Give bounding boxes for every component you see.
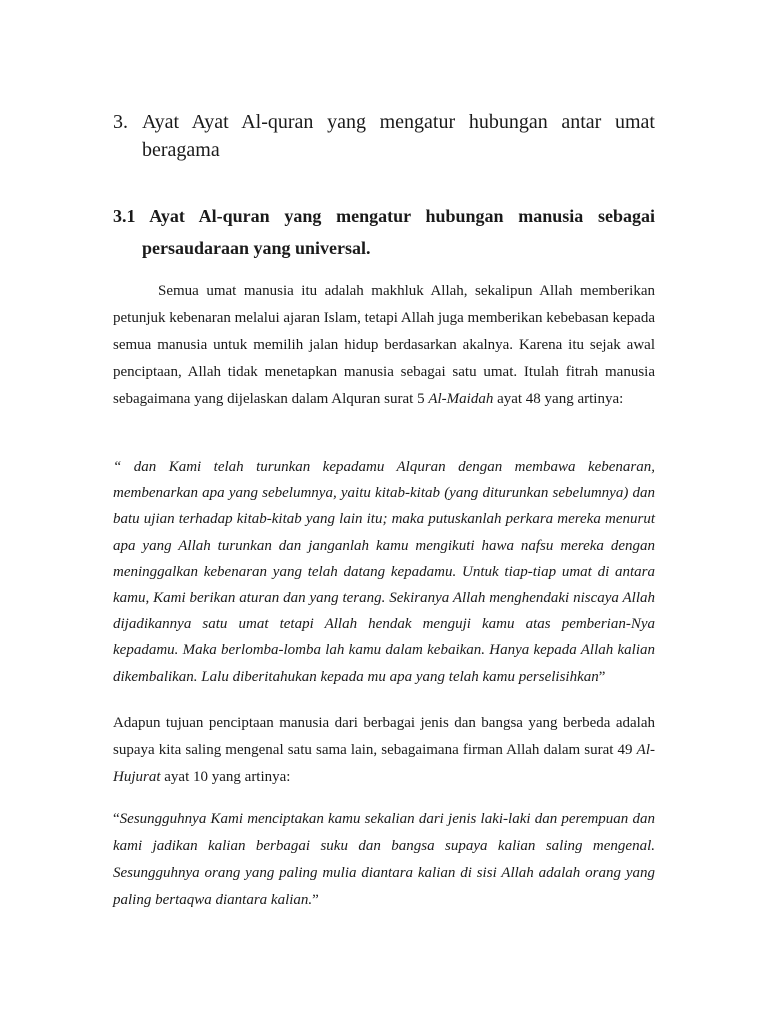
section-title: Ayat Ayat Al-quran yang mengatur hubungan antar umat beragama bbox=[142, 111, 655, 161]
paragraph-2-text-a: Adapun tujuan penciptaan manusia dari berbagai jenis dan bangsa yang berbeda adalah supaya kita saling mengenal satu sama lain, sebagaimana firman Allah dalam surat 49 bbox=[113, 715, 655, 758]
paragraph-1-text-b: ayat 48 yang artinya: bbox=[493, 391, 624, 407]
surah-name-al-maidah: Al-Maidah bbox=[428, 391, 494, 407]
quote-al-maidah bbox=[113, 454, 655, 690]
quote-2-opening-mark: “ bbox=[113, 811, 120, 827]
quote-2-closing-mark: ” bbox=[312, 892, 319, 908]
quote-1-closing-mark: ” bbox=[598, 668, 606, 685]
surah-name-al-hujurat: Al-Hujurat bbox=[113, 742, 655, 785]
quote-2-text: Sesungguhnya Kami menciptakan kamu sekalian dari jenis laki-laki dan perempuan dan kami jadikan kalian berbagai suku dan bangsa supaya kalian saling mengenal. Sesungguhnya orang yang paling mulia diantara kalian di sisi Allah adalah orang yang paling bertaqwa diantara kalian. bbox=[113, 811, 655, 908]
quote-1-text: “ dan Kami telah turunkan kepadamu Alquran dengan membawa kebenaran, membenarkan apa yang sebelumnya, yaitu kitab-kitab (yang diturunkan sebelumnya) dan batu ujian terhadap kitab-kitab yang lain itu; maka putuskanlah perkara mereka menurut apa yang Allah turunkan dan janganlah kamu mengikuti hawa nafsu mereka dengan meninggalkan kebenaran yang telah datang kepadamu. Untuk tiap-tiap umat di antara kamu, Kami berikan aturan dan yang terang. Sekiranya Allah menghendaki niscaya Allah dijadikannya satu umat tetapi Allah hendak menguji kamu atas pemberian-Nya kepadamu. Maka berlomba-lomba lah kamu dalam kebaikan. Hanya kepada Allah kalian dikembalikan. Lalu diberitahukan kepada mu apa yang telah kamu perselisihkan bbox=[113, 459, 655, 685]
quote-al-hujurat bbox=[113, 806, 655, 914]
paragraph-1-text-a: Semua umat manusia itu adalah makhluk Allah, sekalipun Allah memberikan petunjuk kebenaran melalui ajaran Islam, tetapi Allah juga memberikan kebebasan kepada semua manusia untuk memilih jalan hidup berdasarkan akalnya. Karena itu sejak awal penciptaan, Allah tidak menetapkan manusia sebagai satu umat. Itulah fitrah manusia sebagaimana yang dijelaskan dalam Alquran surat 5 bbox=[113, 283, 655, 407]
subsection-heading bbox=[113, 200, 655, 264]
body-paragraph-1 bbox=[113, 278, 655, 413]
body-paragraph-2 bbox=[113, 710, 655, 791]
paragraph-2-text-b: ayat 10 yang artinya: bbox=[160, 769, 291, 785]
subsection-title: 3.1 Ayat Al-quran yang mengatur hubungan manusia sebagai persaudaraan yang universal. bbox=[113, 206, 655, 258]
section-heading bbox=[113, 108, 655, 164]
section-number: 3. bbox=[113, 111, 128, 133]
